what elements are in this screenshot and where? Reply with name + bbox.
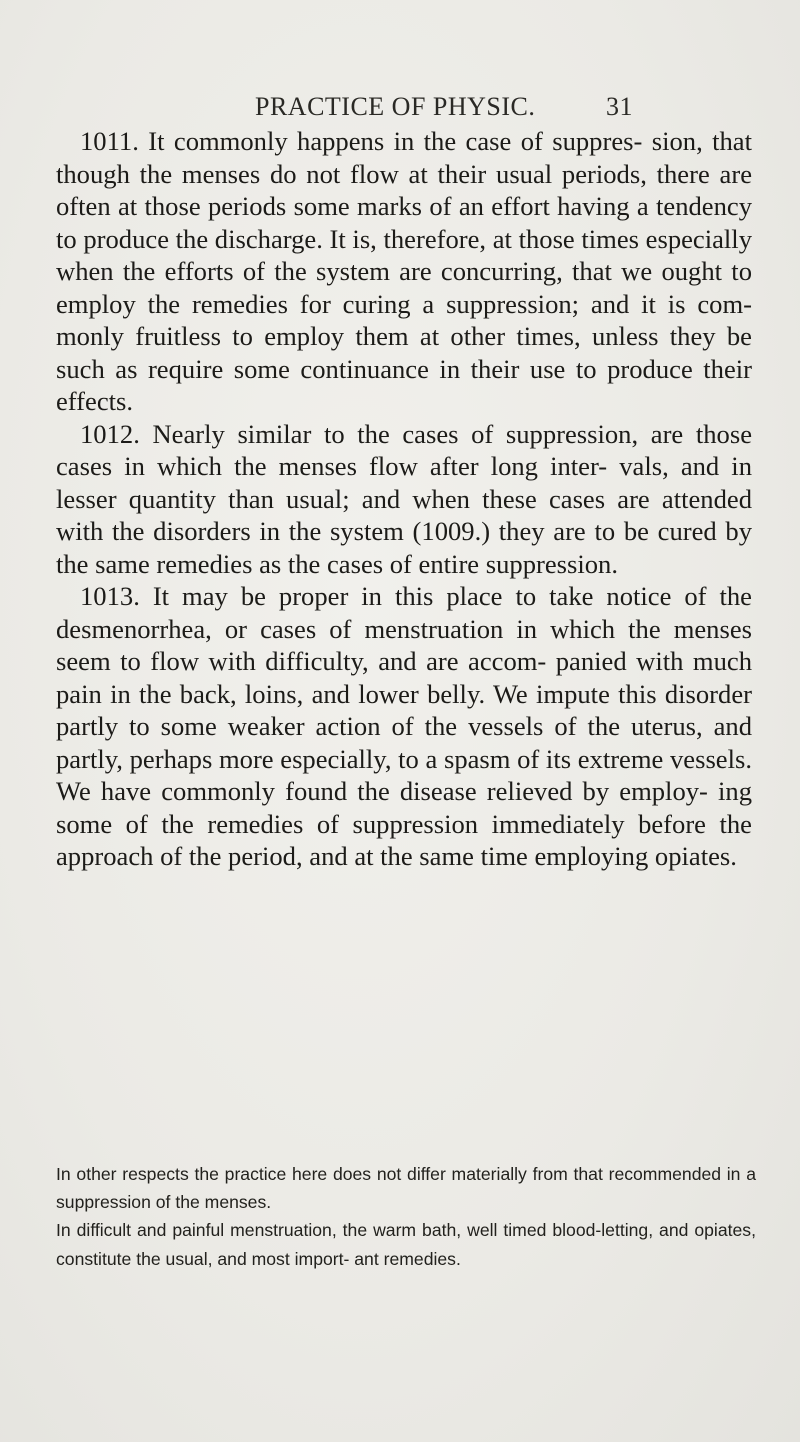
editor-note <box>56 1160 756 1273</box>
paragraph-1011: 1011. It commonly happens in the case of suppres- sion, that though the menses do not flow at their usual periods, there are often at those periods some marks of an effort having a tendency to produce the discharge. It is, therefore, at those times especially when the efforts of the system are concurring, that we ought to employ the remedies for curing a suppression; and it is com- monly fruitless to employ them at other times, unless they be such as require some continuance in their use to produce their effects. <box>56 126 752 416</box>
note-paragraph: In difficult and painful menstruation, the warm bath, well timed blood-letting, and opiates, constitute the usual, and most import- ant remedies. <box>56 1220 756 1269</box>
paragraph-1013: 1013. It may be proper in this place to take notice of the desmenorrhea, or cases of menstruation in which the menses seem to flow with difficulty, and are accom- panied with much pain in the back, loins, and lower belly. We impute this disorder partly to some weaker action of the vessels of the uterus, and partly, perhaps more especially, to a spasm of its extreme vessels. We have commonly found the disease relieved by employ- ing some of the remedies of suppression immediately before the approach of the period, and at the same time employing opiates. <box>56 581 752 871</box>
running-head <box>255 92 635 122</box>
paragraph-1012: 1012. Nearly similar to the cases of suppression, are those cases in which the menses flow after long inter- vals, and in lesser quantity than usual; and when these cases are attended with the disorders in the system (1009.) they are to be cured by the same remedies as the cases of entire suppression. <box>56 418 752 579</box>
note-paragraph: In other respects the practice here does not differ materially from that recommended in a suppression of the menses. <box>56 1164 756 1213</box>
running-head-title: PRACTICE OF PHYSIC. <box>255 92 536 121</box>
page-number: 31 <box>606 92 633 121</box>
main-text <box>56 125 752 873</box>
